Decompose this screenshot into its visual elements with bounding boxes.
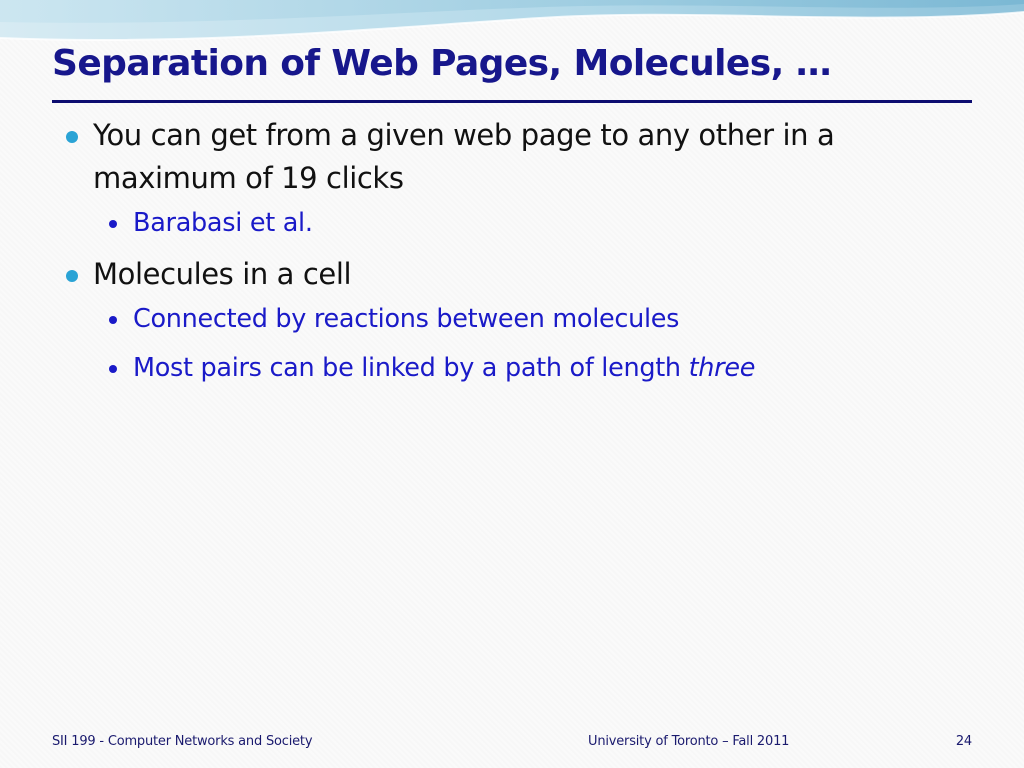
footer-institution: University of Toronto – Fall 2011 (588, 734, 790, 749)
bullet-text: You can get from a given web page to any other in a maximum of 19 clicks (93, 118, 835, 195)
sub-bullet-point (60, 300, 960, 338)
title-underline (52, 100, 972, 103)
sub-bullet-text: Connected by reactions between molecules (133, 304, 680, 334)
slide-body (60, 114, 960, 398)
sub-bullet-text: Barabasi et al. (133, 208, 313, 238)
bullet-dot-icon (109, 316, 117, 324)
emphasis-text: three (688, 353, 756, 383)
bullet-dot-icon (66, 131, 78, 143)
footer-course: SII 199 - Computer Networks and Society (52, 734, 313, 749)
sub-bullet-text: Most pairs can be linked by a path of length (133, 353, 689, 383)
footer-page-number: 24 (955, 734, 972, 749)
bullet-dot-icon (66, 270, 78, 282)
bullet-dot-icon (109, 365, 117, 373)
bullet-point (60, 253, 960, 296)
bullet-point (60, 114, 960, 200)
bullet-dot-icon (109, 220, 117, 228)
sub-bullet-point (60, 349, 960, 387)
sub-bullet-point (60, 204, 960, 242)
slide-title: Separation of Web Pages, Molecules, … (52, 43, 831, 84)
bullet-text: Molecules in a cell (93, 257, 352, 291)
